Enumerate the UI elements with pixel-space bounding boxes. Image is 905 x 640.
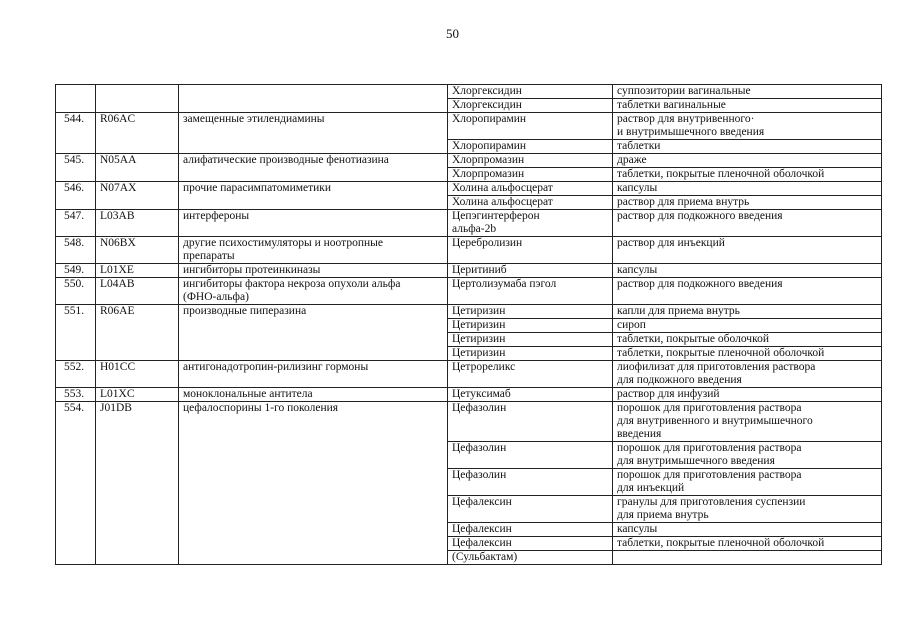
pharmacological-group-cell: интерфероны [179, 210, 448, 237]
dosage-form-cell: суппозитории вагинальные [613, 85, 882, 99]
pharmacological-group-cell: ингибиторы протеинкиназы [179, 264, 448, 278]
dosage-form-cell: порошок для приготовления раствора для внутривенного и внутримышечного введения [613, 402, 882, 442]
dosage-form-cell: раствор для приема внутрь [613, 196, 882, 210]
pharmacological-group-cell: другие психостимуляторы и ноотропные препараты [179, 237, 448, 264]
dosage-form-cell: раствор для инъекций [613, 237, 882, 264]
drug-name-cell: Цетрореликс [448, 361, 613, 388]
table-row [56, 210, 882, 237]
drug-name-cell: Хлоропирамин [448, 113, 613, 140]
row-number-cell: 550. [56, 278, 96, 305]
dosage-form-cell: капли для приема внутрь [613, 305, 882, 319]
dosage-form-cell: таблетки, покрытые оболочкой [613, 333, 882, 347]
atc-code-cell: N06BX [96, 237, 179, 264]
dosage-form-cell: таблетки, покрытые пленочной оболочкой [613, 537, 882, 551]
dosage-form-cell: капсулы [613, 182, 882, 196]
atc-code-cell: N07AX [96, 182, 179, 210]
drug-list-table [55, 84, 882, 565]
atc-code-cell: R06AE [96, 305, 179, 361]
dosage-form-cell: таблетки вагинальные [613, 99, 882, 113]
table-row [56, 402, 882, 442]
dosage-form-cell: гранулы для приготовления суспензии для приема внутрь [613, 496, 882, 523]
pharmacological-group-cell: алифатические производные фенотиазина [179, 154, 448, 182]
dosage-form-cell: сироп [613, 319, 882, 333]
row-number-cell: 549. [56, 264, 96, 278]
dosage-form-cell: порошок для приготовления раствора для инъекций [613, 469, 882, 496]
drug-name-cell: Цефалексин [448, 496, 613, 523]
dosage-form-cell: раствор для внутривенного· и внутримышечного введения [613, 113, 882, 140]
row-number-cell: 553. [56, 388, 96, 402]
dosage-form-cell: раствор для подкожного введения [613, 210, 882, 237]
drug-name-cell: Холина альфосцерат [448, 196, 613, 210]
dosage-form-cell [613, 551, 882, 565]
row-number-cell: 548. [56, 237, 96, 264]
drug-name-cell: Цетиризин [448, 305, 613, 319]
drug-name-cell: Цертолизумаба пэгол [448, 278, 613, 305]
drug-name-cell: Церебролизин [448, 237, 613, 264]
row-number-cell [56, 85, 96, 113]
row-number-cell: 545. [56, 154, 96, 182]
row-number-cell: 546. [56, 182, 96, 210]
drug-name-cell: Цефалексин [448, 523, 613, 537]
pharmacological-group-cell: замещенные этилендиамины [179, 113, 448, 154]
table-row [56, 361, 882, 388]
table-row [56, 264, 882, 278]
drug-name-cell: Хлоргексидин [448, 99, 613, 113]
table-body [56, 85, 882, 565]
pharmacological-group-cell: прочие парасимпатомиметики [179, 182, 448, 210]
dosage-form-cell: порошок для приготовления раствора для внутримышечного введения [613, 442, 882, 469]
table-row [56, 278, 882, 305]
atc-code-cell: L01XE [96, 264, 179, 278]
dosage-form-cell: капсулы [613, 523, 882, 537]
drug-name-cell: Цефазолин [448, 402, 613, 442]
row-number-cell: 544. [56, 113, 96, 154]
table-row [56, 113, 882, 140]
drug-name-cell: Холина альфосцерат [448, 182, 613, 196]
dosage-form-cell: раствор для подкожного введения [613, 278, 882, 305]
drug-name-cell: Цетиризин [448, 319, 613, 333]
drug-name-cell: Хлоргексидин [448, 85, 613, 99]
drug-name-cell: (Сульбактам) [448, 551, 613, 565]
dosage-form-cell: таблетки, покрытые пленочной оболочкой [613, 347, 882, 361]
drug-name-cell: Цепэгинтерферон альфа-2b [448, 210, 613, 237]
page-number: 50 [446, 26, 459, 41]
pharmacological-group-cell: производные пиперазина [179, 305, 448, 361]
pharmacological-group-cell: цефалоспорины 1-го поколения [179, 402, 448, 565]
drug-name-cell: Цефалексин [448, 537, 613, 551]
drug-name-cell: Цетуксимаб [448, 388, 613, 402]
row-number-cell: 551. [56, 305, 96, 361]
table-row [56, 237, 882, 264]
row-number-cell: 554. [56, 402, 96, 565]
dosage-form-cell: таблетки [613, 140, 882, 154]
pharmacological-group-cell: антигонадотропин-рилизинг гормоны [179, 361, 448, 388]
drug-name-cell: Хлорпромазин [448, 168, 613, 182]
atc-code-cell [96, 85, 179, 113]
atc-code-cell: H01CC [96, 361, 179, 388]
drug-name-cell: Цетиризин [448, 347, 613, 361]
table-row [56, 388, 882, 402]
table-row [56, 85, 882, 99]
dosage-form-cell: капсулы [613, 264, 882, 278]
table-row [56, 182, 882, 196]
atc-code-cell: R06AC [96, 113, 179, 154]
row-number-cell: 552. [56, 361, 96, 388]
dosage-form-cell: драже [613, 154, 882, 168]
pharmacological-group-cell [179, 85, 448, 113]
atc-code-cell: L03AB [96, 210, 179, 237]
dosage-form-cell: таблетки, покрытые пленочной оболочкой [613, 168, 882, 182]
drug-name-cell: Цетиризин [448, 333, 613, 347]
atc-code-cell: N05AA [96, 154, 179, 182]
dosage-form-cell: раствор для инфузий [613, 388, 882, 402]
drug-name-cell: Церитиниб [448, 264, 613, 278]
pharmacological-group-cell: моноклональные антитела [179, 388, 448, 402]
drug-name-cell: Хлорпромазин [448, 154, 613, 168]
dosage-form-cell: лиофилизат для приготовления раствора для подкожного введения [613, 361, 882, 388]
drug-name-cell: Хлоропирамин [448, 140, 613, 154]
table-row [56, 154, 882, 168]
row-number-cell: 547. [56, 210, 96, 237]
table-row [56, 305, 882, 319]
atc-code-cell: J01DB [96, 402, 179, 565]
atc-code-cell: L01XC [96, 388, 179, 402]
drug-name-cell: Цефазолин [448, 442, 613, 469]
atc-code-cell: L04AB [96, 278, 179, 305]
drug-name-cell: Цефазолин [448, 469, 613, 496]
pharmacological-group-cell: ингибиторы фактора некроза опухоли альфа (ФНО-альфа) [179, 278, 448, 305]
